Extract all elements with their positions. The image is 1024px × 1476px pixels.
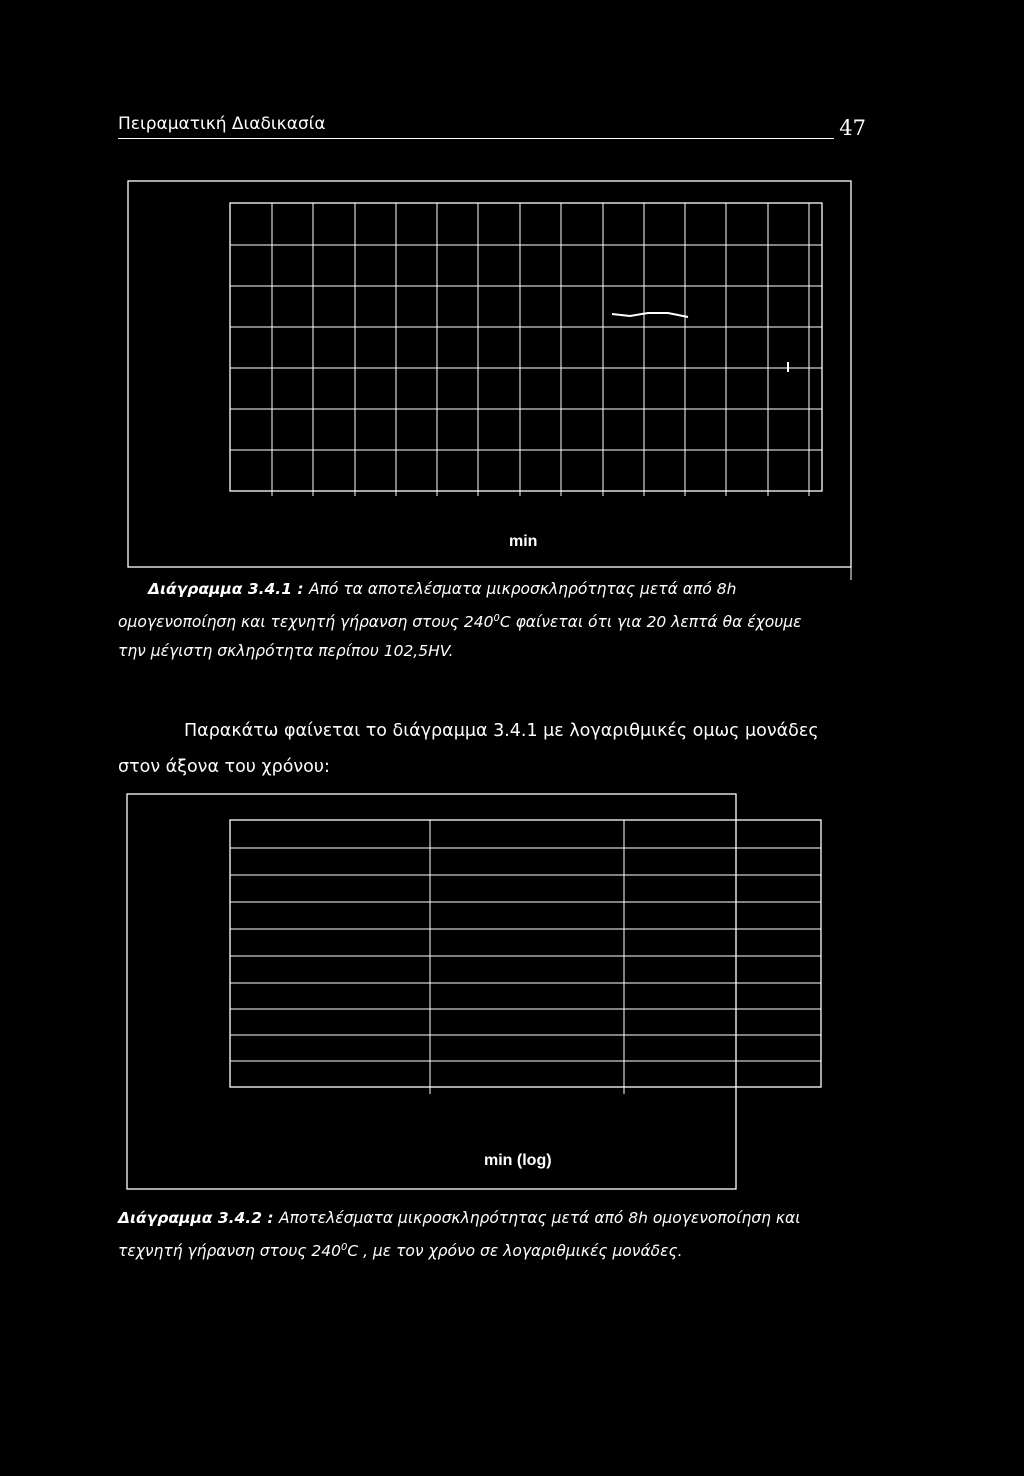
x-axis-label: min (log) [484,1152,552,1169]
x-axis-label: min [509,533,538,550]
caption-line-3: την μέγιστη σκληρότητα περίπου 102,5HV. [118,642,454,660]
plot-area [230,820,821,1087]
paragraph-line-1: Παρακάτω φαίνεται το διάγραμμα 3.4.1 με λογαριθμικές ομως μονάδες [184,721,819,741]
page-number: 47 [839,116,866,140]
plot-area [230,203,822,491]
caption-line-2a: τεχνητή γήρανση στους 240 [118,1242,341,1260]
degree-sup: 0 [340,1242,348,1253]
figure-3-4-1-caption [148,575,868,604]
data-line [612,313,688,317]
figure-3-4-1-plot [0,0,1024,600]
caption-line-2b: C φαίνεται ότι για 20 λεπτά θα έχουμε [499,613,802,631]
caption-line-1: Από τα αποτελέσματα μικροσκληρότητας μετά από 8h [308,580,737,598]
paragraph-line-2: στον άξονα του χρόνου: [118,757,330,777]
caption-line-1: Αποτελέσματα μικροσκληρότητας μετά από 8h ομογενοποίηση και [278,1209,801,1227]
caption-separator: : [291,580,309,598]
caption-line-2a: ομογενοποίηση και τεχνητή γήρανση στους 240 [118,613,494,631]
figure-frame [127,794,736,1189]
figure-3-4-1 [0,0,1024,600]
caption-line-2b: C , με τον χρόνο σε λογαριθμικές μονάδες. [347,1242,683,1260]
body-paragraph [118,713,898,785]
gridlines [230,820,821,1094]
caption-label: Διάγραμμα 3.4.1 [148,580,292,598]
caption-label: Διάγραμμα 3.4.2 [118,1209,262,1227]
running-title: Πειραματική Διαδικασία [118,114,326,134]
caption-separator: : [261,1209,279,1227]
figure-3-4-1-caption-cont [118,604,878,666]
figure-frame [128,181,851,567]
figure-3-4-2-caption [118,1204,878,1266]
gridlines [230,203,822,496]
degree-sup: 0 [493,613,500,624]
